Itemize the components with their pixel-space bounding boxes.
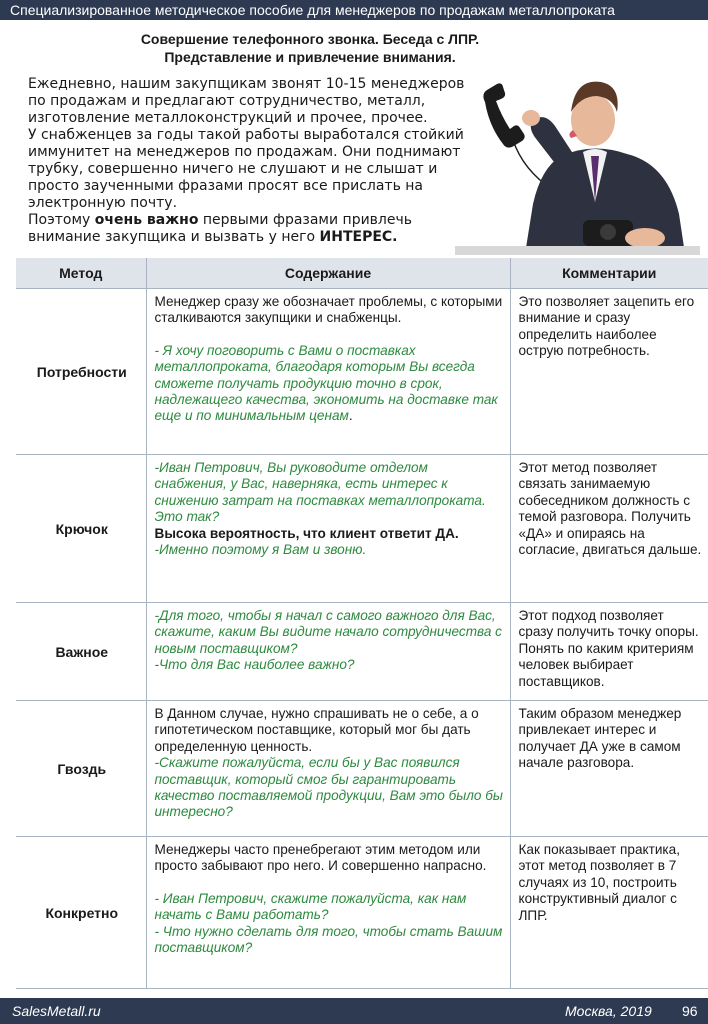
- businessman-phone-illustration: [455, 60, 700, 255]
- content-example: -Скажите пожалуйста, если бы у Вас появился поставщик, который смог бы гарантировать качество поставляемой продукции, Вам это было бы интересно?: [154, 755, 503, 820]
- intro-p3-bold2: ИНТЕРЕС.: [319, 229, 398, 245]
- content-cell: [146, 455, 510, 603]
- intro-text: [28, 76, 468, 246]
- methods-table: [16, 258, 708, 989]
- phone-dial: [600, 224, 616, 240]
- page-title-line1: Совершение телефонного звонка. Беседа с ЛПР.: [140, 31, 480, 47]
- content-example: - Иван Петрович, скажите пожалуйста, как нам начать с Вами работать?: [154, 890, 467, 923]
- content-note: Высока вероятность, что клиент ответит ДА.: [154, 525, 459, 541]
- table-row: [16, 455, 708, 603]
- content-example: -Для того, чтобы я начал с самого важного для Вас, скажите, каким Вы видите начало сотрудничества с новым поставщиком?: [154, 608, 502, 656]
- comment-cell: Это позволяет зацепить его внимание и сразу определить наиболее острую потребность.: [510, 289, 708, 455]
- phone-receiver-icon: [483, 83, 524, 147]
- comment-cell: Таким образом менеджер привлекает интерес и получает ДА уже в самом начале разговора.: [510, 701, 708, 837]
- intro-p3-start: Поэтому: [28, 212, 95, 228]
- table-header-row: [16, 258, 708, 289]
- table-row: [16, 837, 708, 989]
- page-title-line2: Представление и привлечение внимания.: [164, 49, 456, 65]
- comment-cell: Этот подход позволяет сразу получить точку опоры. Понять по каким критериям человек выбирает поставщиков.: [510, 603, 708, 701]
- method-cell: Гвоздь: [16, 701, 146, 837]
- intro-p3-bold1: очень важно: [94, 212, 199, 228]
- intro-paragraph-1: Ежедневно, нашим закупщикам звонят 10-15 менеджеров по продажам и предлагают сотрудничество, металл, изготовление металлоконструкций и прочее, прочее.: [28, 76, 465, 126]
- table-row: [16, 603, 708, 701]
- content-cell: [146, 289, 510, 455]
- intro-paragraph-2: У снабженцев за годы такой работы выработался стойкий иммунитет на менеджеров по продажам. Они поднимают трубку, совершенно ничего не слушают и не слышат и просто заученными фразами просят все прислать на электронную почту.: [28, 127, 464, 211]
- desk: [455, 246, 700, 255]
- content-cell: [146, 701, 510, 837]
- footer-city: Москва, 2019: [565, 1003, 652, 1019]
- content-example-end: .: [348, 408, 353, 424]
- footer-bar: [0, 998, 708, 1024]
- man-hand-desk: [625, 228, 665, 248]
- column-header-method: Метод: [16, 258, 146, 289]
- intro-p3-mid: первыми фразами привлечь внимание закупщика и вызвать у него: [28, 212, 413, 245]
- content-text: Менеджеры часто пренебрегают этим методом или просто забывают про него. И совершенно напрасно.: [154, 842, 487, 874]
- method-cell: Важное: [16, 603, 146, 701]
- method-cell: Потребности: [16, 289, 146, 455]
- table-row: [16, 289, 708, 455]
- table-row: [16, 701, 708, 837]
- page-number: 96: [682, 1003, 698, 1019]
- content-example: -Именно поэтому я Вам и звоню.: [154, 542, 367, 558]
- comment-cell: Как показывает практика, этот метод позволяет в 7 случаях из 10, построить конструктивный диалог с ЛПР.: [510, 837, 708, 989]
- content-example-text: - Я хочу поговорить с Вами о поставках металлопроката, благодаря которым Вы всегда сможете получать продукцию точно в срок, надлежащего качества, экономить на доставке так еще и по минимальным ценам: [154, 342, 498, 424]
- content-cell: [146, 603, 510, 701]
- content-example: -Что для Вас наиболее важно?: [154, 657, 355, 673]
- header-bar: [0, 0, 708, 20]
- header-text: Специализированное методическое пособие для менеджеров по продажам металлопроката: [10, 2, 615, 18]
- method-cell: Конкретно: [16, 837, 146, 989]
- man-hand: [522, 110, 540, 126]
- method-cell: Крючок: [16, 455, 146, 603]
- footer-site: SalesMetall.ru: [12, 1003, 101, 1019]
- content-text: В Данном случае, нужно спрашивать не о себе, а о гипотетическом поставщике, который мог бы дать определенную ценность.: [154, 706, 479, 754]
- content-example: [155, 343, 504, 425]
- content-cell: [146, 837, 510, 989]
- column-header-comments: Комментарии: [510, 258, 708, 289]
- intro-paragraph-3: [28, 212, 468, 246]
- content-example: - Что нужно сделать для того, чтобы стать Вашим поставщиком?: [154, 923, 503, 956]
- comment-cell: Этот метод позволяет связать занимаемую собеседником должность с темой разговора. Получить «ДА» и опираясь на согласие, двигаться дальше.: [510, 455, 708, 603]
- content-example: -Иван Петрович, Вы руководите отделом снабжения, у Вас, наверняка, есть интерес к снижению затрат на поставках металлопроката. Это так?: [154, 460, 486, 525]
- column-header-content: Содержание: [146, 258, 510, 289]
- content-text: Менеджер сразу же обозначает проблемы, с которыми сталкиваются закупщики и снабженцы.: [154, 294, 503, 326]
